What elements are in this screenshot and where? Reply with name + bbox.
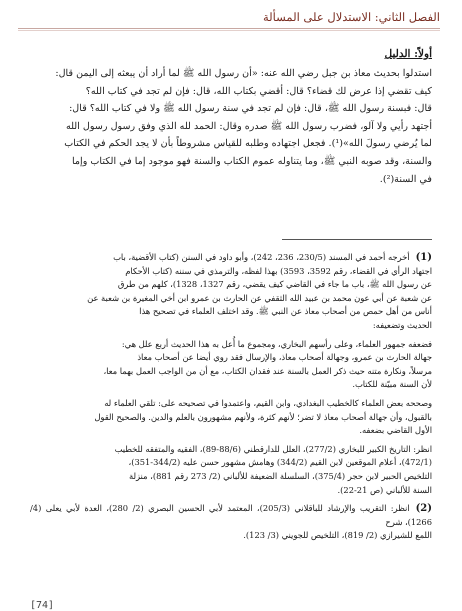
main-text	[30, 48, 432, 189]
footnote-line: (1)أخرجه أحمد في المسند (230/5، 236، 242)، وأبو داود في السنن (كتاب الأقضية، باب	[113, 252, 432, 263]
chapter-title: الفصل الثاني: الاستدلال على المسألة	[263, 10, 440, 24]
footnote-line: (2)انظر: التقريب والإرشاد للباقلاني (205/3)، المعتمد لأبي الحسين البصري (2/ 280)، العدة لأبي يعلى (4/ 1266)، شرح	[30, 503, 432, 527]
footnote-number: (2)	[415, 503, 432, 515]
footnote-separator	[282, 239, 432, 240]
body-line: قال: فبسنة رسول الله ﷺ، قال: فإن لم تجد في سنة رسول الله ﷺ ولا في كتاب الله؟ قال:	[69, 103, 432, 115]
header-rule	[18, 30, 440, 31]
footnote-line: وصححه بعض العلماء كالخطيب البغدادي، وابن القيم، واعتمدوا في تصحيحه على: تلقي العلماء له	[104, 397, 432, 408]
page-number: [74]	[30, 600, 55, 611]
footnote-line: الحديث وتضعيفه:	[372, 319, 432, 330]
footnote-line: مرسلاً، ونكارة متنه حيث ذكر العمل بالسنة عند فقدان الكتاب، مع أن من الواجب العمل بهما معا،	[103, 365, 432, 376]
footnote-line: اللمع للشيرازي (2/ 819)، التلخيص للجويني (3/ 123).	[243, 530, 432, 541]
body-line: لما يُرضي رسولَ الله»(¹). فجعل اجتهاده وطلبه للقياس مشروطاً بأن لا يجد الحكم في الكتاب	[64, 138, 432, 150]
footnote-line: انظر: التاريخ الكبير للبخاري (277/2)، العلل للدارقطني (88/6-89)، الفقيه والمتفقه للخطيب	[114, 443, 432, 454]
footnotes	[30, 251, 432, 543]
footnote-line: عن رسول الله ﷺ، باب ما جاء في القاضي كيف يقضي، رقم 1327، 1328)، كلهم من طرق	[117, 279, 432, 290]
footnote-line: فضعفه جمهور العلماء، وعلى رأسهم البخاري، ومجموع ما أُعل به هذا الحديث أربع علل هي:	[121, 338, 432, 349]
footnote-line: أناس من أهل حمص من أصحاب معاذ عن النبي ﷺ. وقد اختلف العلماء في تصحيح هذا	[139, 306, 432, 317]
footnote-line: عن شعبة عن أبي عون محمد بن عبيد الله الثقفي عن الحارث بن عمرو ابن أخي المغيرة بن شعبة عن	[87, 292, 432, 303]
running-header	[18, 10, 440, 29]
footnote-line: السنة للألباني (ص 21-22).	[337, 484, 432, 495]
body-paragraph	[30, 66, 432, 187]
footnote-line: التلخيص الحبير لابن حجر (375/4)، السلسلة الضعيفة للألباني (2/ 273 رقم 881)، منزلة	[129, 470, 432, 481]
footnote-line: الأول القاضي بضعفه.	[359, 425, 432, 436]
footnote-line: (472/1)، أعلام الموقعين لابن القيم (344/2) وهامش مشهور حسن عليه (344/2-351)،	[128, 457, 432, 468]
footnote-2	[30, 502, 432, 543]
body-line: في السنة(²).	[379, 173, 432, 185]
footnote-1	[30, 251, 432, 497]
footnote-line: اجتهاد الرأي في القضاء، رقم 3592، 3593) بهذا لفظه، والترمذي في سننه (كتاب الأحكام	[125, 265, 432, 276]
footnote-line: لأن السنة مبيّنة للكتاب.	[352, 379, 432, 390]
body-line: أجتهد رأيي ولا آلو، فضرب رسول الله ﷺ صدره وقال: الحمد لله الذي وفق رسول رسول الله	[65, 120, 432, 132]
footnote-line: جهالة الحارث بن عمرو، وجهالة أصحاب معاذ، والإرسال فقد روي أيضا عن أصحاب معاذ	[137, 352, 432, 363]
body-line: كيف تقضي إذا عرض لك قضاء؟ قال: أقضي بكتاب الله، قال: فإن لم تجد في كتاب الله؟	[85, 85, 432, 97]
footnote-line: بالقبول، وأن جهالة أصحاب معاذ لا تضر؛ لأنهم كثرة، ولأنهم مشهورون بالعلم والدين. والصحيح القول	[94, 411, 432, 422]
body-line: استدلوا بحديث معاذ بن جبل رضي الله عنه: «أن رسول الله ﷺ لما أراد أن يبعثه إلى اليمن قال:	[55, 68, 432, 79]
body-line: والسنة، وقد صوبه النبي ﷺ، وما يتناوله عموم الكتاب والسنة فهو موجود إما في الكتاب وإما	[71, 155, 432, 167]
footnote-number: (1)	[415, 252, 432, 263]
section-heading: أولاً: الدليل	[384, 48, 432, 60]
